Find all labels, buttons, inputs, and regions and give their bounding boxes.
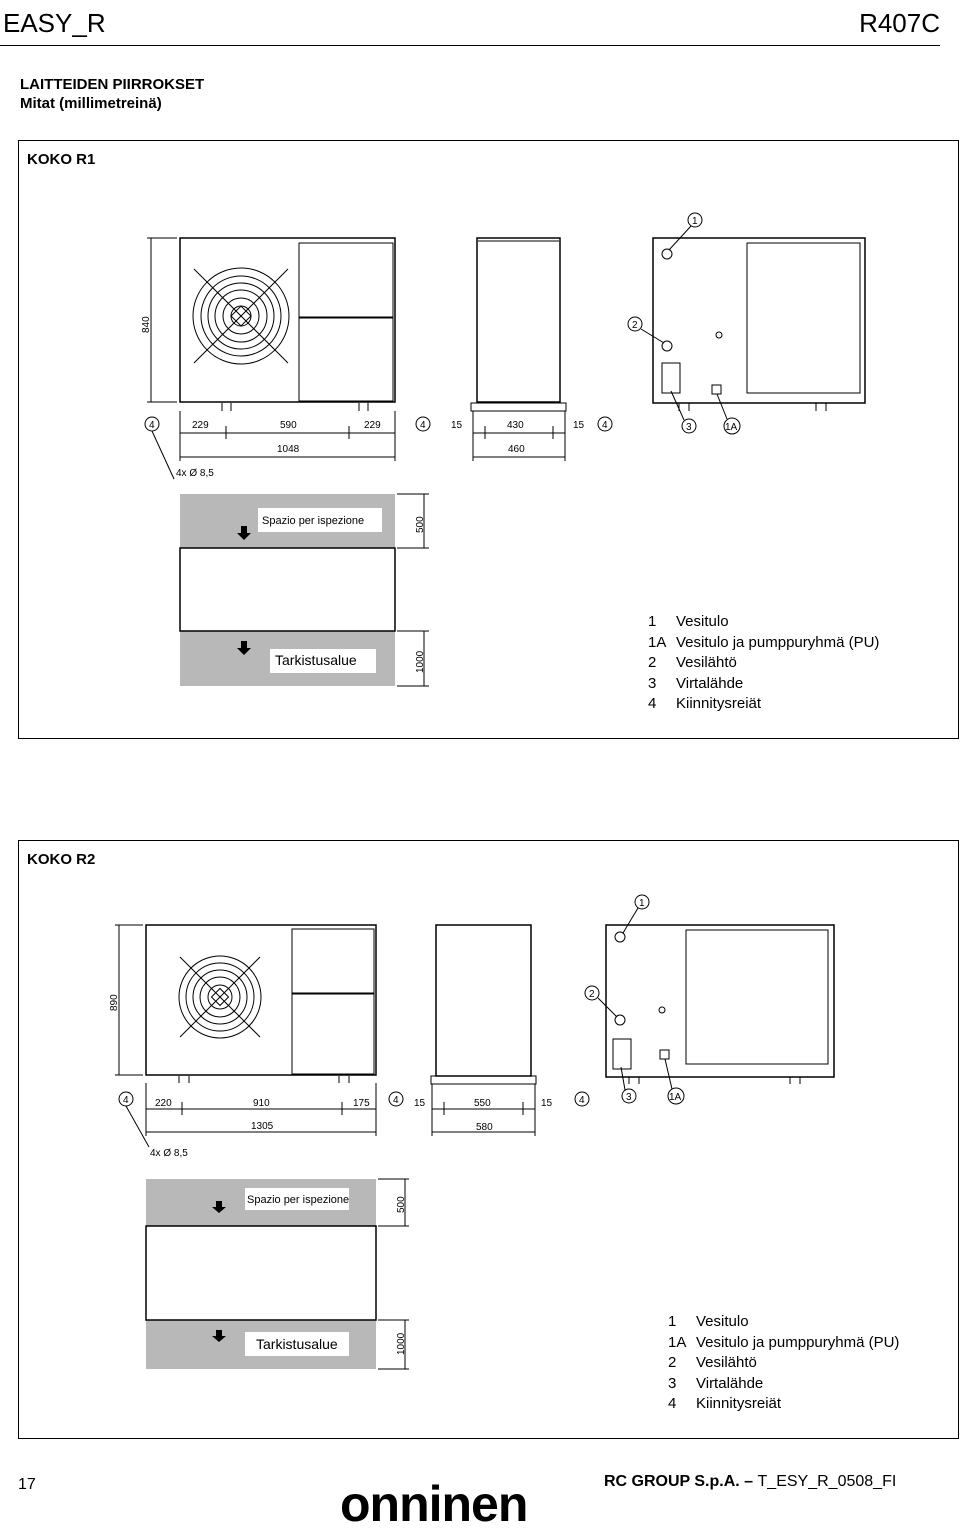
header-left: EASY_R: [3, 8, 106, 38]
r2-callout-4b: 4: [393, 1095, 399, 1106]
r2-legend: [668, 1312, 899, 1415]
r2-callout-4a: 4: [123, 1095, 129, 1106]
r1-dim-h: 840: [141, 316, 152, 333]
r1-dim-229a: 229: [192, 420, 209, 431]
r1-box: [18, 140, 959, 739]
r2-area-label: Tarkistusalue: [256, 1336, 338, 1352]
legend-item: 1 Vesitulo: [668, 1313, 749, 1330]
r2-dim-220: 220: [155, 1098, 172, 1109]
footer-company: RC GROUP S.p.A.: [604, 1473, 740, 1490]
legend-item: 4 Kiinnitysreiät: [668, 1395, 782, 1412]
legend-item: 4 Kiinnitysreiät: [648, 695, 762, 712]
footer-dash: –: [744, 1473, 754, 1490]
r1-callout-4a: 4: [149, 420, 155, 431]
r2-box: [18, 840, 959, 1439]
r2-dim-1305: 1305: [251, 1121, 274, 1132]
onninen-logo: onninen: [340, 1476, 528, 1532]
r1-front-view: [147, 238, 395, 461]
r2-inspection-label: Spazio per ispezione: [247, 1194, 350, 1206]
r1-callout-3: 3: [686, 422, 692, 433]
r2-dim-550: 550: [474, 1098, 491, 1109]
r2-dim-15b: 15: [541, 1098, 553, 1109]
r2-dim-580: 580: [476, 1122, 493, 1133]
legend-item: 3 Virtalähde: [668, 1374, 764, 1392]
footer-doc-id: [604, 1473, 896, 1491]
r2-dim-175: 175: [353, 1098, 370, 1109]
section-subtitle: Mitat (millimetreinä): [20, 95, 162, 112]
r1-callout-2: 2: [632, 320, 638, 331]
legend-item: 1A Vesitulo ja pumppuryhmä (PU): [648, 633, 880, 651]
r1-dim-15b: 15: [573, 420, 585, 431]
legend-item: 2 Vesilähtö: [648, 654, 737, 671]
legend-item: 1A Vesitulo ja pumppuryhmä (PU): [668, 1333, 900, 1351]
r1-dim-229b: 229: [364, 420, 381, 431]
r1-callout-1a: 1A: [725, 422, 738, 433]
r1-dim-15a: 15: [451, 420, 463, 431]
r2-dim-1000: 1000: [396, 1332, 407, 1355]
header-rule: [0, 45, 940, 46]
r1-dim-500: 500: [415, 516, 426, 533]
r2-callout-1: 1: [639, 898, 645, 909]
header-right: R407C: [859, 8, 940, 38]
legend-item: 3 Virtalähde: [648, 674, 744, 692]
r1-callout-4b: 4: [420, 420, 426, 431]
legend-item: 2 Vesilähtö: [668, 1354, 757, 1371]
r2-dim-910: 910: [253, 1098, 270, 1109]
r1-dim-1000: 1000: [415, 650, 426, 673]
r2-callout-4c: 4: [579, 1095, 585, 1106]
r1-holes-note: 4x Ø 8,5: [176, 468, 214, 479]
r2-dim-15a: 15: [414, 1098, 426, 1109]
page-number: 17: [18, 1476, 36, 1493]
r2-rear-view: [606, 925, 834, 1084]
r1-callout-1: 1: [692, 216, 698, 227]
r1-dim-460: 460: [508, 444, 525, 455]
r1-dim-1048: 1048: [277, 444, 300, 455]
section-title: LAITTEIDEN PIIRROKSET: [20, 76, 205, 93]
r1-dim-430: 430: [507, 420, 524, 431]
r1-callout-4c: 4: [602, 420, 608, 431]
r2-dim-500: 500: [396, 1196, 407, 1213]
r2-callout-3: 3: [626, 1092, 632, 1103]
r1-legend: [648, 612, 879, 715]
r2-holes-note: 4x Ø 8,5: [150, 1148, 188, 1159]
r2-callout-2: 2: [589, 989, 595, 1000]
r2-callout-1a: 1A: [669, 1092, 682, 1103]
r1-title: KOKO R1: [27, 151, 96, 168]
legend-item: 1 Vesitulo: [648, 613, 729, 630]
r1-area-label: Tarkistusalue: [275, 652, 357, 668]
r2-title: KOKO R2: [27, 851, 96, 868]
r2-dim-h: 890: [109, 994, 120, 1011]
r1-inspection-label: Spazio per ispezione: [262, 515, 365, 527]
r1-rear-view: [653, 238, 865, 411]
footer-code: T_ESY_R_0508_FI: [757, 1473, 897, 1490]
r1-dim-590: 590: [280, 420, 297, 431]
